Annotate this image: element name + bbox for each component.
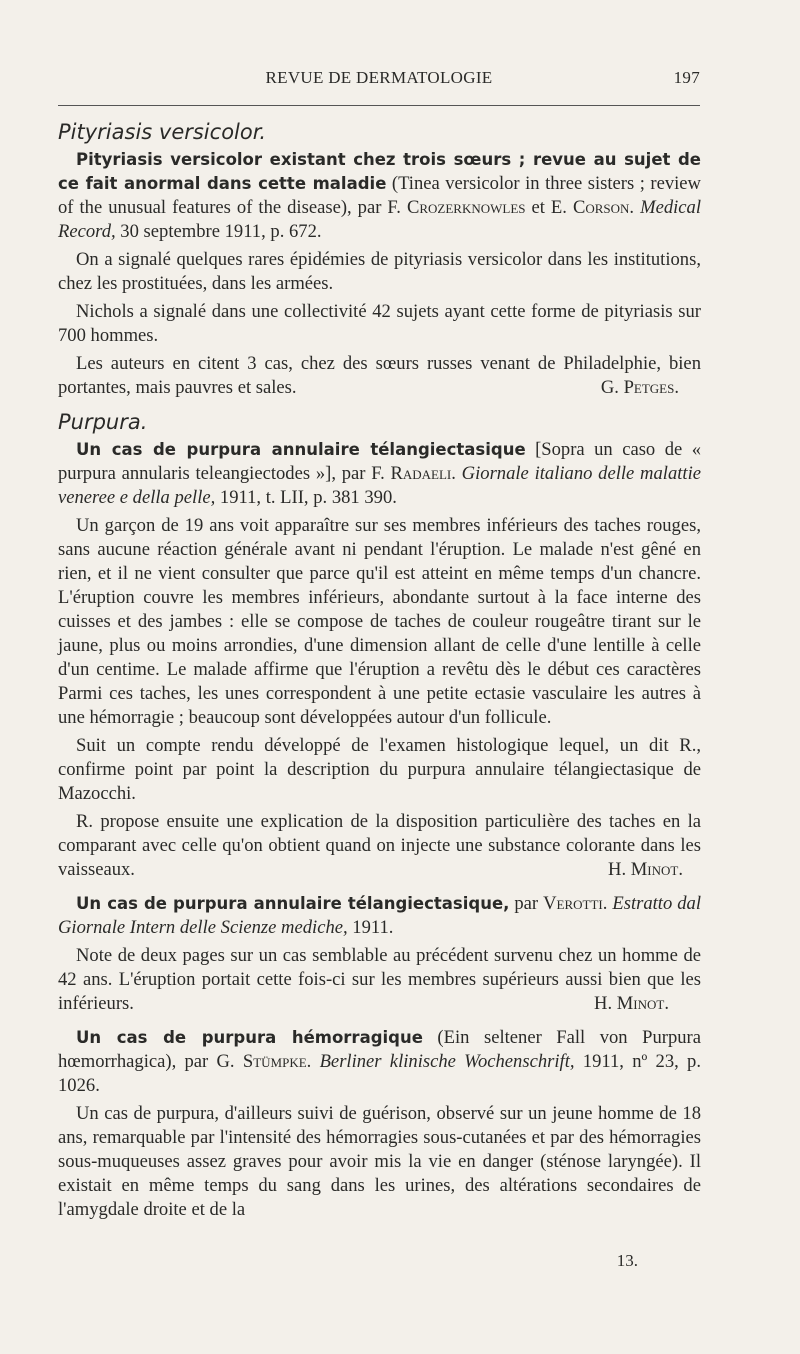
reference-text: par [509,893,544,914]
journal-name: Giornale italiano delle malattie veneree e della pelle, [58,463,701,508]
reference-radaeli [58,438,701,510]
reference-text: 1911. [347,917,394,938]
section-heading-pityriasis: Pityriasis versicolor. [58,120,267,144]
author-name: Corson [572,197,630,218]
article-title: Un cas de purpura annulaire télangiectasique, [76,894,510,913]
page-number: 197 [673,68,700,87]
paragraph: On a signalé quelques rares épidémies de pityriasis versicolor dans les institutions, chez les prostituées, dans les armées. [58,249,701,294]
reference-text: . [306,1051,320,1072]
article-title: Un cas de purpura annulaire télangiectasique [76,440,526,459]
reference-text: 30 septembre 1911, p. 672. [115,221,322,242]
paragraph-text: Les auteurs en citent 3 cas, chez des sœurs russes venant de Philadelphie, bien portantes, mais pauvres et sales. [58,353,701,398]
journal-title: REVUE DE DERMATOLOGIE [265,68,493,87]
paragraph: Suit un compte rendu développé de l'examen histologique lequel, un dit R., confirme point par point la description du purpura annulaire télangiectasique de Mazocchi. [58,735,701,804]
paragraph [58,944,701,1016]
paragraph [58,352,701,400]
reference-text: (Tinea versicolor in three sisters ; review of the unusual features of the disease), par F. [58,173,701,218]
journal-name: Estratto dal Giornale Intern delle Scienze mediche, [58,893,701,938]
reference-text: . [602,893,613,914]
reference-text: . [629,197,641,218]
paragraph-text: R. propose ensuite une explication de la disposition particulière des taches en la comparant avec celle qu'on obtient quand on injecte une substance colorante dans les vaisseaux. [58,811,701,880]
author-name: Verotti [543,893,603,914]
reference-text: 1911, nº 23, p. 1026. [58,1051,701,1096]
reference-text: 1911, t. LII, p. 381 390. [215,487,397,508]
reference-stumpke [58,1026,701,1098]
reference-text: et E. [525,197,573,218]
author-name: Radaeli [390,463,452,484]
reference-text: (Ein seltener Fall von Purpura hœmorrhagica), par G. [58,1027,701,1072]
article-title: Pityriasis versicolor existant chez trois sœurs ; revue au sujet de ce fait anormal dans cette maladie [58,150,701,193]
signature: G. Petges. [600,377,679,398]
paragraph: Un cas de purpura, d'ailleurs suivi de guérison, observé sur un jeune homme de 18 ans, remarquable par l'intensité des hémorragies sous-cutanées et par des hémorragies sous-muqueuses assez graves pour avoir mis la vie en danger (sténose laryngée). Il existait en même temps du sang dans les urines, des altérations secondaires de l'amygdale droite et de la [58,1103,701,1220]
signature: H. Minot. [594,993,669,1014]
paragraph [58,810,701,882]
reference-text: [Sopra un caso de « purpura annularis teleangiectodes »], par F. [58,439,701,484]
author-name: Crozerknowles [406,197,526,218]
page-body [58,114,701,1226]
journal-name: Medical Record, [58,197,701,242]
signature: H. Minot. [608,859,683,880]
header-rule [58,105,700,106]
journal-name: Berliner klinische Wochenschrift, [319,1051,575,1072]
paragraph: Un garçon de 19 ans voit apparaître sur ses membres inférieurs des taches rouges, sans aucune réaction générale avant ni pendant l'éruption. Le malade n'est gêné en rien, et il ne vient consulter que parce qu'il est atteint en même temps d'un chancre. L'éruption couvre les membres inférieurs, abondante surtout à la face interne des cuisses et des jambes : elle se compose de taches de couleur rougeâtre tirant sur le jaune, plus ou moins arrondies, d'une dimension allant de celle d'une lentille à celle d'un centime. Le malade affirme que l'éruption a revêtu dès le début ces caractères Parmi ces taches, les unes correspondent à une petite ectasie vasculaire les autres à une hémorragie ; beaucoup sont développées autour d'un follicule. [58,515,701,728]
signature-mark: 13. [616,1251,638,1270]
paragraph: Nichols a signalé dans une collectivité 42 sujets ayant cette forme de pityriasis sur 700 hommes. [58,301,701,346]
reference-text: . [451,463,462,484]
author-name: Stümpke [242,1051,307,1072]
article-title: Un cas de purpura hémorragique [76,1028,423,1047]
section-heading-purpura: Purpura. [58,410,148,434]
reference-verotti [58,892,701,940]
reference-pityriasis [58,148,701,244]
paragraph-text: Note de deux pages sur un cas semblable au précédent survenu chez un homme de 42 ans. L'éruption portait cette fois-ci sur les membres supérieurs aussi bien que les inférieurs. [58,945,701,1014]
